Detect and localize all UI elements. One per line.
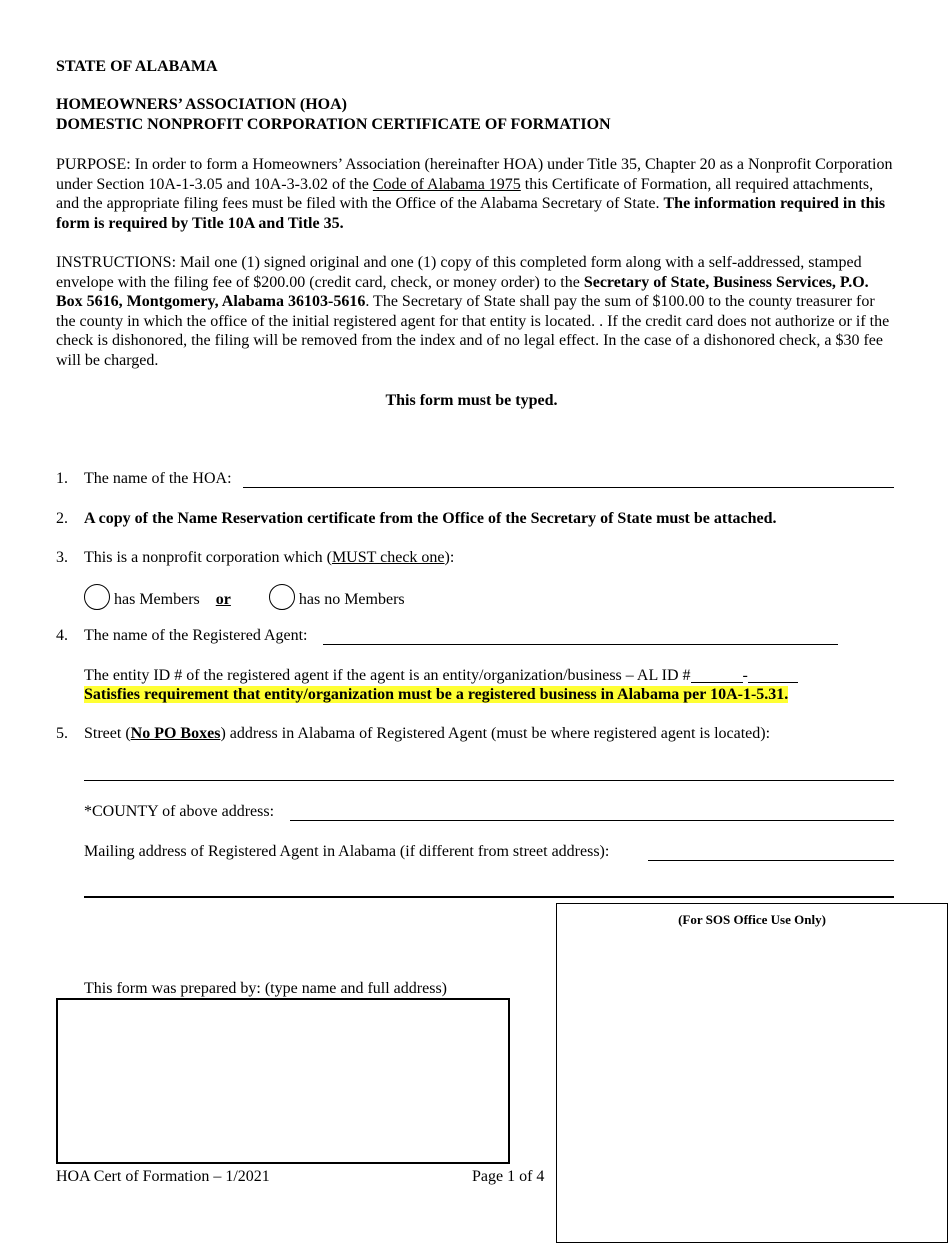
instructions-text: INSTRUCTIONS: Mail one (1) signed original and one (1) copy of this completed form along with a self-addressed, stamped envelope with the filing fee of $200.00 (credit card, check, or money order) to the [56,254,862,291]
purpose-paragraph [56,155,896,233]
has-members-radio[interactable] [84,584,110,610]
satisfies-requirement-highlight: Satisfies requirement that entity/organization must be a registered business in Alabama per 10A-1-5.31. [84,686,789,703]
must-check-one: MUST check one [331,549,445,566]
footer-form-id: HOA Cert of Formation – 1/2021 [56,1168,270,1185]
county-field[interactable] [290,802,894,821]
satisfies-requirement-row [84,685,788,705]
sos-office-use-label: (For SOS Office Use Only) [678,912,826,927]
item-number-1: 1. [56,470,68,487]
nonprofit-type-prompt [84,548,454,568]
sos-office-use-box [556,903,948,1243]
mailing-address-label: Mailing address of Registered Agent in Alabama (if different from street address): [84,843,610,860]
has-no-members-radio[interactable] [269,584,295,610]
code-of-alabama-link: Code of Alabama 1975 [372,175,521,193]
entity-id-row [84,666,798,686]
name-reservation-note: A copy of the Name Reservation certificate from the Office of the Secretary of State must be attached. [84,510,777,527]
mailing-address-field-1[interactable] [648,842,894,861]
entity-id-field-2[interactable] [748,667,798,683]
item-number-5: 5. [56,725,68,742]
agent-name-label: The name of the Registered Agent: [84,627,308,644]
instructions-address: Secretary of State, Business Services, P.O. Box 5616, Montgomery, Alabama 36103-5616 [56,273,869,310]
typed-notice: This form must be typed. [385,392,558,409]
entity-id-separator: - [742,667,748,684]
nonprofit-prefix: This is a nonprofit corporation which ( [84,549,332,566]
county-label: *COUNTY of above address: [84,803,275,820]
or-label: or [215,591,231,608]
street-suffix: ) address in Alabama of Registered Agent (must be where registered agent is located): [220,725,771,742]
purpose-text: PURPOSE: In order to form a Homeowners’ Association (hereinafter HOA) under Title 35, Chapter 20 as a Nonprofit Corporation under Section 10A-1-3.05 and 10A-3-3.02 of the [56,156,893,193]
entity-id-label: The entity ID # of the registered agent if the agent is an entity/organization/business – AL ID # [84,667,691,684]
no-po-boxes: No PO Boxes [130,725,221,742]
state-heading: STATE OF ALABAMA [56,58,218,75]
item-number-4: 4. [56,627,68,644]
prepared-by-label: This form was prepared by: (type name and full address) [84,980,447,997]
hoa-name-field[interactable] [243,469,894,488]
form-title-line1: HOMEOWNERS’ ASSOCIATION (HOA) [56,96,347,113]
item-number-2: 2. [56,510,68,527]
item-number-3: 3. [56,549,68,566]
street-address-prompt [84,724,770,744]
has-members-label: has Members [114,591,200,608]
has-no-members-label: has no Members [298,591,405,608]
prepared-by-box[interactable] [56,998,510,1164]
nonprofit-suffix: ): [444,549,455,566]
hoa-name-label: The name of the HOA: [84,470,232,487]
mailing-address-field-2[interactable] [84,896,894,898]
street-prefix: Street ( [84,725,131,742]
form-title-line2: DOMESTIC NONPROFIT CORPORATION CERTIFICATE OF FORMATION [56,116,611,133]
street-address-field[interactable] [84,762,894,781]
instructions-paragraph [56,253,896,370]
entity-id-field-1[interactable] [691,667,743,683]
footer-page-number: Page 1 of 4 [472,1168,545,1185]
membership-options [84,584,405,610]
purpose-bold: The information required in this form is required by Title 10A and Title 35. [56,195,886,232]
instructions-text-2: . The Secretary of State shall pay the sum of $100.00 to the county treasurer for the county in which the office of the initial registered agent for that entity is located. . If the credit card does not authorize or if the check is dishonored, the filing will be removed from the index and of no legal effect. In the case of a dishonored check, a $30 fee will be charged. [56,293,890,369]
purpose-text-2: this Certificate of Formation, all required attachments, and the appropriate filing fees must be filed with the Office of the Alabama Secretary of State. [56,175,874,212]
agent-name-field[interactable] [323,626,838,645]
